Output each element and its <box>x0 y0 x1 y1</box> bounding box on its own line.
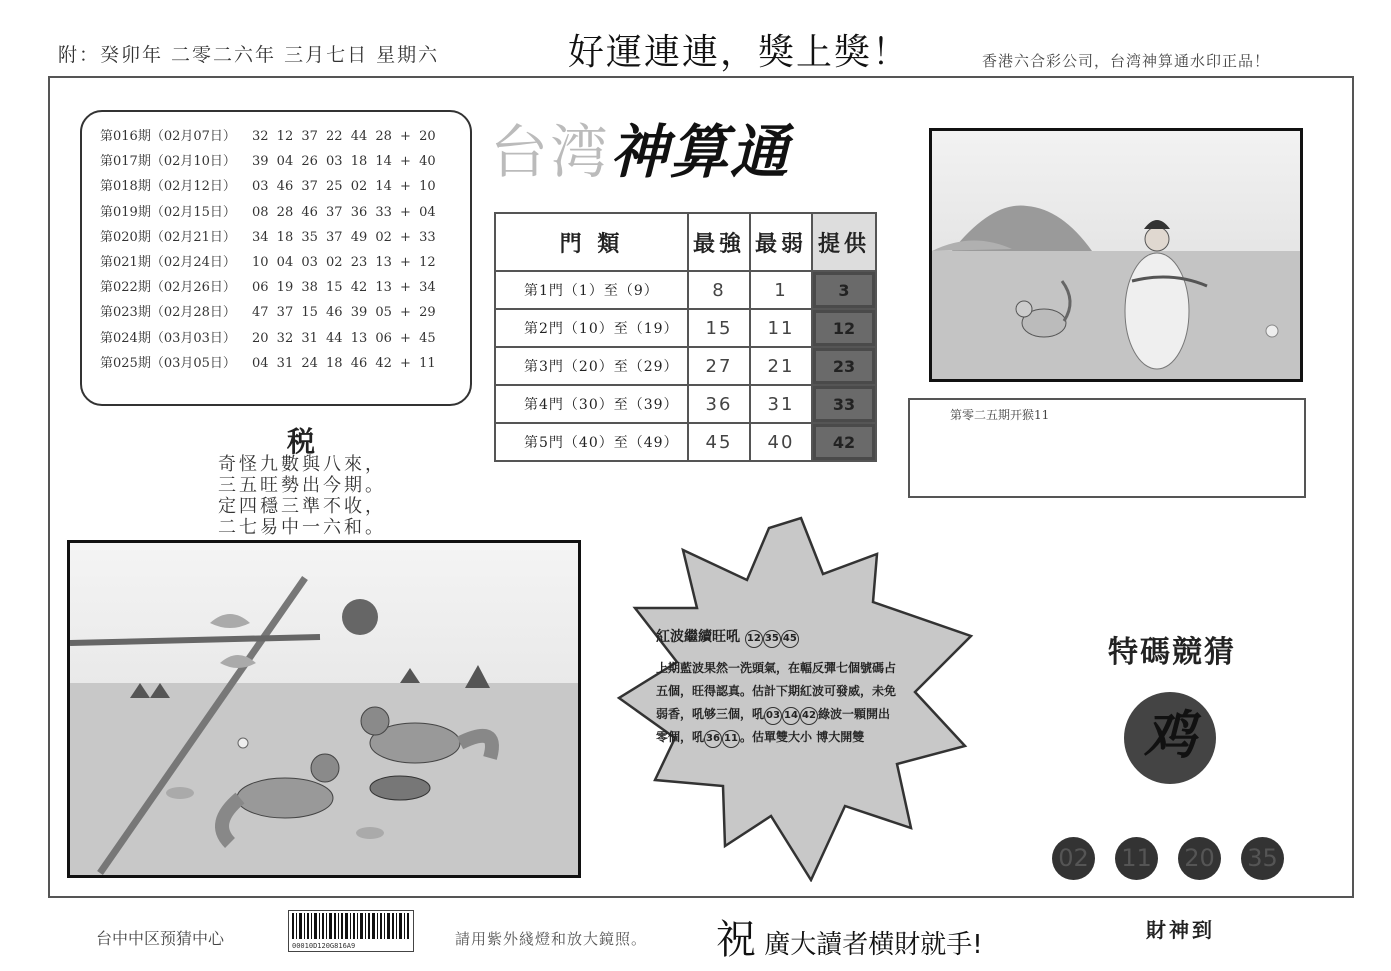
stats-min: 40 <box>750 423 812 461</box>
stats-min: 11 <box>750 309 812 347</box>
title-light: 台湾 <box>490 118 611 186</box>
stats-provide: 23 <box>812 347 876 385</box>
poem-line: 二七易中一六和。 <box>218 517 386 538</box>
number-ball: 45 <box>781 630 799 648</box>
stats-category: 第3門（20）至（29） <box>495 347 688 385</box>
footer-uv-note: 請用紫外綫燈和放大鏡照。 <box>455 930 648 948</box>
footer-wish-big: 祝 <box>716 917 756 963</box>
stats-provide: 12 <box>812 309 876 347</box>
number-ball: 11 <box>722 730 740 748</box>
tax-poem <box>218 454 386 538</box>
number-ball: 02 <box>1052 837 1095 880</box>
stats-category: 第1門（1）至（9） <box>495 271 688 309</box>
footer-center-name: 台中中区预猜中心 <box>96 929 225 948</box>
poem-line: 定四穩三準不收， <box>218 496 386 517</box>
starburst-text <box>656 626 946 749</box>
header-date: 附：癸卯年 二零二六年 三月七日 星期六 <box>58 44 440 66</box>
starburst-line: 五個，旺得認真。估計下期紅波可發威，未免 <box>656 684 897 698</box>
stats-max: 15 <box>688 309 750 347</box>
number-ball: 35 <box>1241 837 1284 880</box>
stats-max: 36 <box>688 385 750 423</box>
illustration-maiden-with-cat <box>929 128 1303 382</box>
starburst-headline: 紅波繼續旺吼 <box>656 629 740 645</box>
number-ball: 42 <box>800 707 818 725</box>
number-ball: 36 <box>704 730 722 748</box>
stats-category: 第2門（10）至（19） <box>495 309 688 347</box>
header-company: 香港六合彩公司，台湾神算通水印正品！ <box>982 52 1271 70</box>
starburst-text-part: 綠波一顆開出 <box>818 707 891 721</box>
draw-numbers: 08 28 46 37 36 33 + 04 <box>252 204 436 220</box>
header-slogan: 好運連連，獎上獎！ <box>568 32 911 73</box>
footer-wish-rest: 廣大讀者横財就手! <box>756 930 983 960</box>
footer-wish <box>716 908 983 965</box>
stats-row <box>495 423 876 461</box>
stats-header-max: 最強 <box>688 213 750 271</box>
stats-min: 31 <box>750 385 812 423</box>
stats-row <box>495 271 876 309</box>
draw-period: 第024期（03月03日） <box>100 330 236 346</box>
stats-header-provide: 提供 <box>812 213 876 271</box>
starburst-text-part: 。估單雙大小 博大開雙 <box>740 730 865 744</box>
number-ball: 14 <box>782 707 800 725</box>
stats-provide: 42 <box>812 423 876 461</box>
number-ball: 11 <box>1115 837 1158 880</box>
draw-period: 第019期（02月15日） <box>100 204 236 220</box>
barcode-number: 00010D120G816A9 <box>292 942 356 950</box>
barcode-bars <box>289 911 413 941</box>
draw-row <box>100 351 470 376</box>
draw-period: 第021期（02月24日） <box>100 254 236 270</box>
zodiac-badge: 鸡 <box>1124 692 1216 784</box>
title-dark: 神算通 <box>610 118 791 186</box>
starburst-text-part: 弱香，吼够三個，吼 <box>656 707 765 721</box>
illustration-foxes <box>67 540 581 878</box>
draw-row <box>100 300 470 325</box>
starburst-text-part: 零個，吼 <box>656 730 705 744</box>
draw-row <box>100 275 470 300</box>
stats-provide: 33 <box>812 385 876 423</box>
stats-min: 1 <box>750 271 812 309</box>
page-title <box>490 105 790 189</box>
draw-numbers: 06 19 38 15 42 13 + 34 <box>252 280 436 296</box>
number-ball: 20 <box>1178 837 1221 880</box>
maiden-scene-image <box>932 131 1300 379</box>
stats-max: 27 <box>688 347 750 385</box>
draw-numbers: 39 04 26 03 18 14 + 40 <box>252 154 436 170</box>
draw-numbers: 03 46 37 25 02 14 + 10 <box>252 179 436 195</box>
draw-numbers: 04 31 24 18 46 42 + 11 <box>252 355 436 371</box>
draw-row <box>100 326 470 351</box>
draw-row <box>100 124 470 149</box>
draw-numbers: 34 18 35 37 49 02 + 33 <box>252 229 436 245</box>
stats-row <box>495 309 876 347</box>
draw-numbers: 32 12 37 22 44 28 + 20 <box>252 129 436 144</box>
draw-row <box>100 225 470 250</box>
starburst-line <box>656 726 946 749</box>
number-ball: 35 <box>763 630 781 648</box>
starburst-line <box>656 703 946 726</box>
stats-min: 21 <box>750 347 812 385</box>
stats-max: 8 <box>688 271 750 309</box>
stats-table <box>494 212 877 462</box>
stats-provide: 3 <box>812 271 876 309</box>
note-box: 第零二五期开猴11 <box>908 398 1306 498</box>
draw-period: 第018期（02月12日） <box>100 179 236 195</box>
footer-god-of-wealth: 財神到 <box>1146 918 1215 942</box>
foxes-scene-image <box>70 543 578 875</box>
draw-period: 第017期（02月10日） <box>100 154 236 170</box>
stats-row <box>495 347 876 385</box>
stats-header-category: 門 類 <box>495 213 688 271</box>
draw-history-panel <box>80 110 472 406</box>
draw-row <box>100 250 470 275</box>
draw-period: 第020期（02月21日） <box>100 229 236 245</box>
draw-period: 第016期（02月07日） <box>100 129 236 144</box>
draw-row <box>100 174 470 199</box>
draw-numbers: 47 37 15 46 39 05 + 29 <box>252 305 436 321</box>
draw-period: 第022期（02月26日） <box>100 280 236 296</box>
number-ball: 03 <box>764 707 782 725</box>
draw-numbers: 20 32 31 44 13 06 + 45 <box>252 330 436 346</box>
special-guess-title: 特碼競猜 <box>1108 635 1236 670</box>
poem-line: 三五旺勢出今期。 <box>218 475 386 496</box>
draw-row <box>100 200 470 225</box>
stats-row <box>495 385 876 423</box>
tax-title: 税 <box>287 425 316 458</box>
special-balls <box>1052 837 1284 880</box>
starburst-line: 上期藍波果然一洗頭氣，在輻反彈七個號碼占 <box>656 661 897 675</box>
stats-header-row <box>495 213 876 271</box>
draw-row <box>100 149 470 174</box>
poem-line: 奇怪九數與八來， <box>218 454 386 475</box>
starburst-headline-row <box>656 626 946 649</box>
draw-numbers: 10 04 03 02 23 13 + 12 <box>252 254 436 270</box>
number-ball: 12 <box>745 630 763 648</box>
stats-max: 45 <box>688 423 750 461</box>
stats-category: 第4門（30）至（39） <box>495 385 688 423</box>
stats-header-min: 最弱 <box>750 213 812 271</box>
draw-period: 第023期（02月28日） <box>100 305 236 321</box>
draw-period: 第025期（03月05日） <box>100 355 236 371</box>
stats-category: 第5門（40）至（49） <box>495 423 688 461</box>
